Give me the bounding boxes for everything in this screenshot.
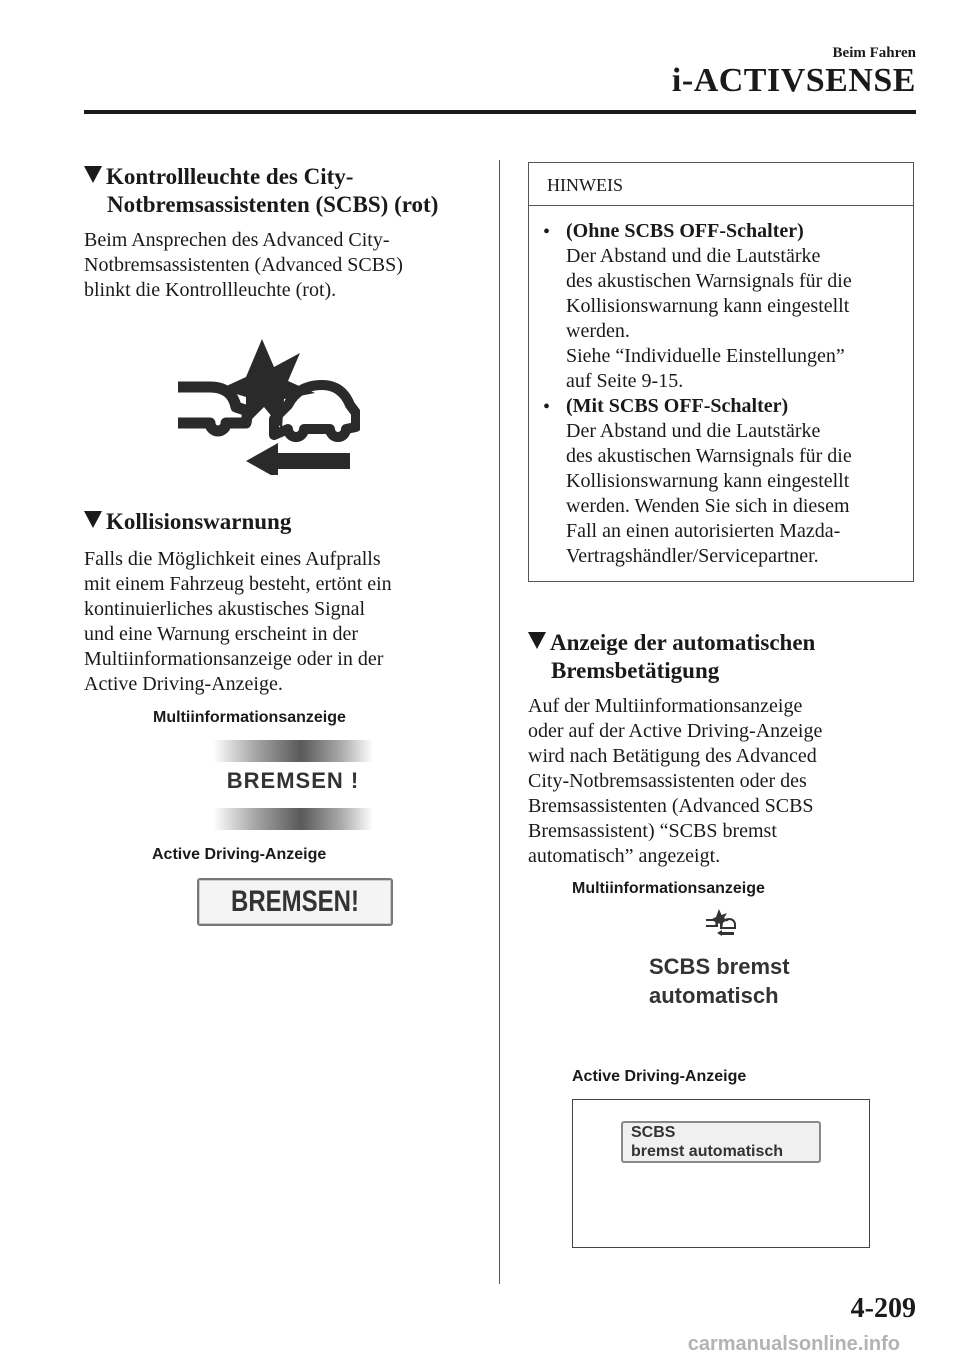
heading-kontrollleuchte: Kontrollleuchte des City- Notbremsassistenten (SCBS) (rot) xyxy=(84,163,494,219)
page-number: 4-209 xyxy=(850,1293,916,1324)
caption-active-driving-2: Active Driving-Anzeige xyxy=(572,1068,747,1085)
active-driving-display-frame xyxy=(572,1099,870,1248)
watermark: carmanualsonline.info xyxy=(687,1333,900,1355)
paragraph-kollisionswarnung: Falls die Möglichkeit eines Aufpralls mit einem Fahrzeug besteht, ertönt ein kontinuierliches akustisches Signal und eine Warnung erscheint in der Multiinformationsanzeige oder in der Active Driving-Anzeige. xyxy=(84,548,392,695)
impact-star-shape xyxy=(220,339,315,429)
bremsen-adf-badge: BREMSEN! xyxy=(197,878,393,926)
paragraph-anzeige: Auf der Multiinformationsanzeige oder auf der Active Driving-Anzeige wird nach Betätigung des Advanced City-Notbremsassistenten oder des Bremsassistenten (Advanced SCBS Bremsassistent) “SCBS bremst automatisch” angezeigt. xyxy=(528,695,823,867)
caption-multiinformationsanzeige: Multiinformationsanzeige xyxy=(153,709,346,726)
triangle-marker-icon xyxy=(84,511,102,528)
small-arrow-shape xyxy=(717,930,734,936)
scbs-warning-icon xyxy=(170,335,360,475)
small-car-right xyxy=(721,919,735,928)
display-gradient-top xyxy=(213,740,373,762)
caption-active-driving: Active Driving-Anzeige xyxy=(152,846,327,863)
note-bullet: • xyxy=(543,221,551,243)
triangle-marker-icon xyxy=(84,166,102,183)
note-bullet: • xyxy=(543,396,551,418)
note-item-ohne: (Ohne SCBS OFF-Schalter) Der Abstand und die Lautstärke des akustischen Warnsignals für die Kollisionswarnung kann eingestellt werden. Siehe “Individuelle Einstellungen” auf Seite 9-15. xyxy=(566,220,852,392)
note-divider xyxy=(529,205,913,206)
scbs-small-icon xyxy=(703,908,737,936)
display-gradient-bottom xyxy=(213,808,373,830)
triangle-marker-icon xyxy=(528,632,546,649)
chapter-title: i-ACTIVSENSE xyxy=(671,62,916,99)
paragraph-kontrollleuchte: Beim Ansprechen des Advanced City- Notbremsassistenten (Advanced SCBS) blinkt die Kontrollleuchte (rot). xyxy=(84,229,403,301)
bremsen-multi-text: BREMSEN ! xyxy=(226,768,360,793)
heading-kollisionswarnung: Kollisionswarnung xyxy=(84,508,291,536)
header-rule xyxy=(84,110,916,114)
scbs-adf-badge: SCBS bremst automatisch xyxy=(621,1121,821,1163)
caption-multiinformationsanzeige-2: Multiinformationsanzeige xyxy=(572,880,765,897)
note-item-mit: (Mit SCBS OFF-Schalter) Der Abstand und die Lautstärke des akustischen Warnsignals für die Kollisionswarnung kann eingestellt werden. Wenden Sie sich in diesem Fall an einen autorisierten Mazda- Vertragshändler/Servicepartner. xyxy=(566,395,852,567)
heading-anzeige-bremsbetaetigung: Anzeige der automatischen Bremsbetätigung xyxy=(528,629,928,685)
section-title: Beim Fahren xyxy=(832,45,916,61)
small-car-left xyxy=(706,920,717,926)
column-divider xyxy=(499,160,500,1284)
arrow-shape xyxy=(246,443,350,475)
scbs-multi-text: SCBS bremst automatisch xyxy=(649,954,790,1008)
note-box xyxy=(528,162,914,582)
note-title: HINWEIS xyxy=(547,175,623,195)
